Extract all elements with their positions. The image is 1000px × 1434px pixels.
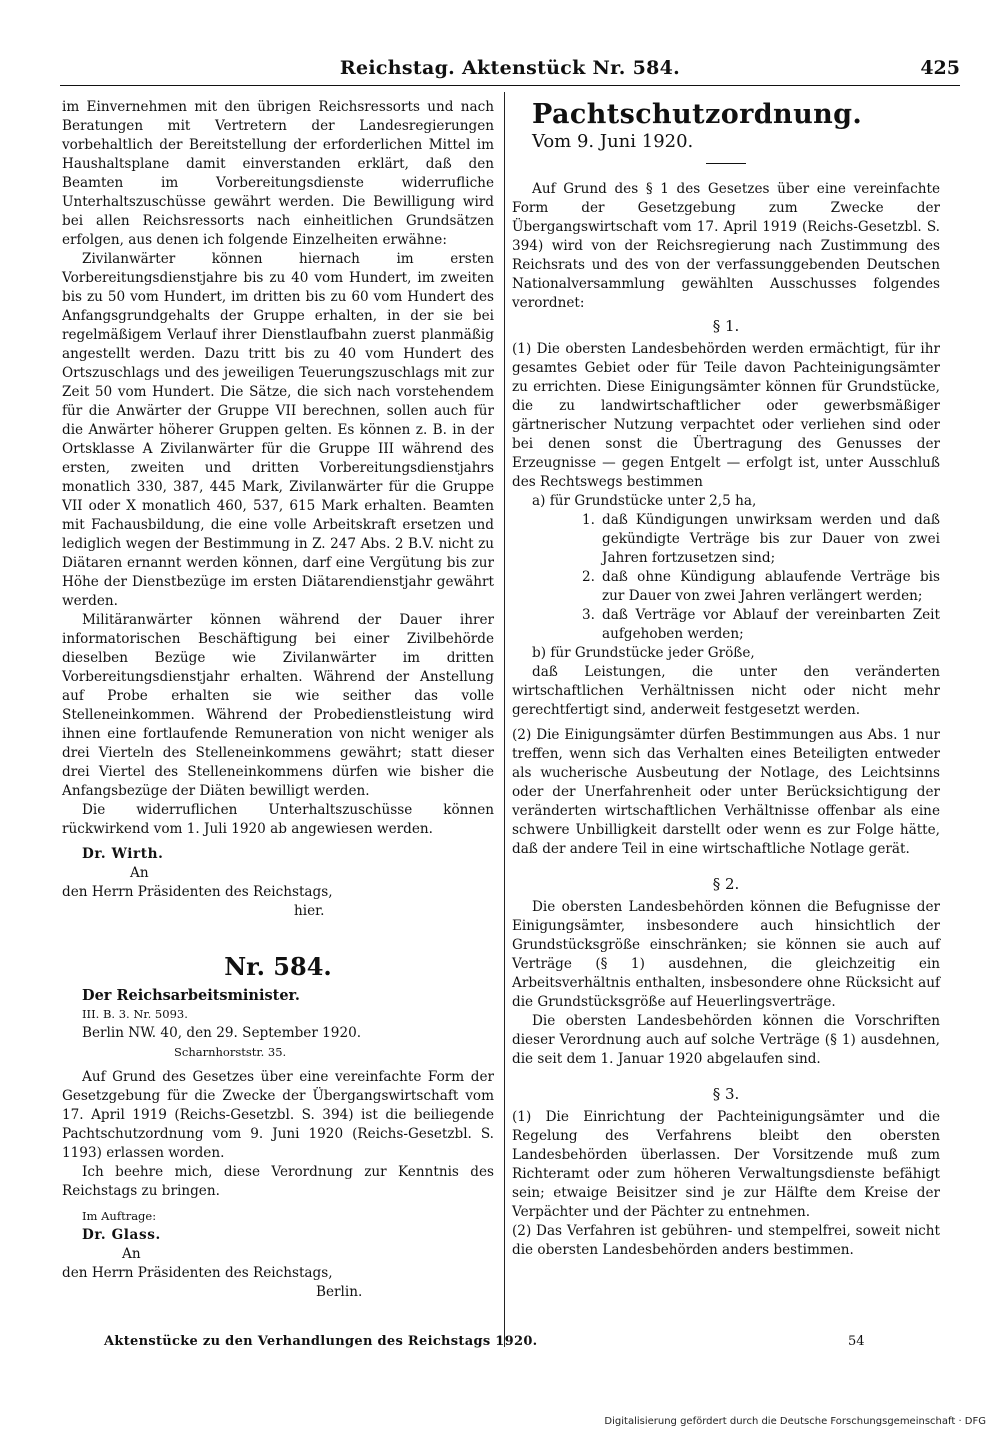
address-recipient: den Herrn Präsidenten des Reichstags,	[62, 884, 333, 900]
address-an-2: An	[122, 1246, 141, 1262]
section-3-heading: § 3.	[712, 1085, 740, 1103]
footer-series-title: Aktenstücke zu den Verhandlungen des Reichstags 1920.	[104, 1334, 538, 1349]
rueckwirkend-paragraph: Die widerruflichen Unterhaltszuschüsse können rückwirkend vom 1. Juli 1920 ab angewiesen werden.	[62, 802, 494, 837]
place-date: Berlin NW. 40, den 29. September 1920.	[82, 1025, 362, 1041]
document-number-heading: Nr. 584.	[224, 952, 332, 981]
title-rule	[706, 163, 746, 164]
right-column	[512, 98, 940, 1260]
page-number: 425	[920, 57, 960, 79]
section-1-item-b-body: daß Leistungen, die unter den veränderten wirtschaftlichen Verhältnissen nicht oder nicht mehr gerechtfertigt sind, anderweit festgesetzt werden.	[512, 664, 940, 718]
militaeranwaerter-paragraph: Militäranwärter können während der Dauer ihrer informatorischen Beschäftigung bei einer Zivilbehörde dieselben Bezüge wie Zivilanwärter im dritten Vorbereitungsdienstjahr erhalten. Während der Anstellung auf Probe erhalten sie wie seither das volle Stelleneinkommen. Während der Probedienstleistung wird ihnen eine fortlaufende Remuneration von nicht weniger als drei Vierteln des Stelleneinkommens gewährt; statt dieser drei Viertel des Stelleneinkommens dürfen wie bisher die Anfangsbezüge der Diäten bewilligt werden.	[62, 612, 494, 799]
footer-sheet-number: 54	[848, 1334, 865, 1349]
column-divider	[504, 92, 505, 1347]
list-item: 1. daß Kündigungen unwirksam werden und daß gekündigte Verträge bis zur Dauer von zwei Jahren fortzusetzen sind;	[582, 512, 940, 566]
beehre-paragraph: Ich beehre mich, diese Verordnung zur Kenntnis des Reichstags zu bringen.	[62, 1164, 494, 1199]
auf-grund-paragraph: Auf Grund des Gesetzes über eine vereinfachte Form der Gesetzgebung für die Zwecke der Übergangswirtschaft vom 17. April 1919 (Reichs-Gesetzbl. S. 394) ist die beiliegende Pachtschutzordnung vom 9. Juni 1920 (Reichs-Gesetzbl. S. 1193) erlassen worden.	[62, 1069, 494, 1161]
section-1-paragraph-2: (2) Die Einigungsämter dürfen Bestimmungen aus Abs. 1 nur treffen, wenn sich das Verhalten eines Beteiligten entweder als wucherische Ausbeutung der Notlage, des Leichtsinns oder der Unerfahrenheit oder unter Berücksichtigung der veränderten wirtschaftlichen Verhältnisse offenbar als eine schwere Unbilligkeit darstellt oder wenn es zur Folge hätte, daß der andere Teil in eine wirtschaftliche Notlage gerät.	[512, 727, 940, 857]
section-1-item-a: a) für Grundstücke unter 2,5 ha,	[532, 493, 757, 509]
signature-wirth: Dr. Wirth.	[82, 846, 164, 862]
section-1-paragraph-1: (1) Die obersten Landesbehörden werden ermächtigt, für ihr gesamtes Gebiet oder für Teile davon Pachteinigungsämter zu errichten. Diese Einigungsämter können für Grundstücke, die zu landwirtschaftlicher oder gewerbsmäßiger gärtnerischer Nutzung verpachtet oder verliehen sind oder bei denen sonst die Übertragung des Genusses der Erzeugnisse — gegen Entgelt — erfolgt ist, unter Ausschluß des Rechtswegs bestimmen	[512, 341, 940, 490]
address-place-2: Berlin.	[316, 1284, 363, 1300]
address-place: hier.	[294, 903, 325, 919]
list-item: 3. daß Verträge vor Ablauf der vereinbarten Zeit aufgehoben werden;	[582, 607, 940, 642]
street-address: Scharnhorststr. 35.	[174, 1045, 287, 1059]
continuation-paragraph: im Einvernehmen mit den übrigen Reichsressorts und nach Beratungen mit Vertretern der Landesregierungen vorbehaltlich der Bereitstellung der erforderlichen Mittel im Haushaltsplane damit einverstanden erklärt, daß den Beamten im Vorbereitungsdienste widerrufliche Unterhaltszuschüsse gewährt werden. Die Bewilligung wird bei allen Reichsressorts nach einheitlichen Grundsätzen erfolgen, aus denen ich folgende Einzelheiten erwähne:	[62, 99, 494, 248]
left-column	[62, 98, 494, 1302]
zivilanwaerter-paragraph: Zivilanwärter können hiernach im ersten Vorbereitungsdienstjahre bis zu 40 vom Hundert, im zweiten bis zu 50 vom Hundert, im dritten bis zu 60 vom Hundert des Anfangsgrundgehalts der Gruppe erhalten, in der sie bei regelmäßigem Verlauf ihrer Dienstlaufbahn zuerst planmäßig angestellt werden. Dazu tritt bis zu 40 vom Hundert des Ortszuschlags und des jeweiligen Teuerungszuschlags mit zur Zeit 50 vom Hundert. Die Sätze, die sich nach vorstehendem für die Anwärter der Gruppe VII berechnen, sollen auch für die Anwärter höherer Gruppen gelten. Es können z. B. in der Ortsklasse A Zivilanwärter für die Gruppe III während des ersten, zweiten und dritten Vorbereitungsdienstjahrs monatlich 330, 387, 445 Mark, Zivilanwärter für die Gruppe VII oder X monatlich 460, 537, 615 Mark erhalten. Beamten mit Fachausbildung, die eine volle Arbeitskraft ersetzen und lediglich wegen der Bestimmung in Z. 247 Abs. 2 B.V. nicht zu Diätaren ernannt werden können, darf eine Vergütung bis zur Höhe der Dienstbezüge im ersten Diätarendienstjahr gewährt werden.	[62, 251, 494, 609]
list-item: 2. daß ohne Kündigung ablaufende Verträge bis zur Dauer von zwei Jahren verlängert werden;	[582, 569, 940, 604]
running-head	[60, 55, 960, 86]
address-an: An	[130, 865, 149, 881]
section-2-paragraph-1: Die obersten Landesbehörden können die Befugnisse der Einigungsämter, insbesondere auch hinsichtlich der Grundstücksgröße einschränken; sie können sie auch auf Verträge (§ 1) ausdehnen, die gleichzeitig ein Arbeitsverhältnis enthalten, insbesondere ohne Rücksicht auf die Grundstücksgröße auf Heuerlingsverträge.	[512, 899, 940, 1010]
digitization-credit: Digitalisierung gefördert durch die Deutsche Forschungsgemeinschaft · DFG	[604, 1416, 986, 1427]
preamble-paragraph: Auf Grund des § 1 des Gesetzes über eine vereinfachte Form der Gesetzgebung zum Zwecke der Übergangswirtschaft vom 17. April 1919 (Reichs-Gesetzbl. S. 394) wird von der Reichsregierung nach Zustimmung des Reichsrats und des von der verfassunggebenden Deutschen Nationalversammlung gewählten Ausschusses folgendes verordnet:	[512, 181, 940, 311]
im-auftrage: Im Auftrage:	[82, 1209, 157, 1223]
section-3-paragraph-2: (2) Das Verfahren ist gebühren- und stempelfrei, soweit nicht die obersten Landesbehörden anders bestimmen.	[512, 1223, 940, 1258]
signature-glass: Dr. Glass.	[82, 1227, 161, 1243]
ministry-name: Der Reichsarbeitsminister.	[82, 987, 300, 1004]
section-3-paragraph-1: (1) Die Einrichtung der Pachteinigungsämter und die Regelung des Verfahrens bleibt den obersten Landesbehörden überlassen. Der Vorsitzende muß zum Richteramt oder zum höheren Verwaltungsdienste befähigt sein; etwaige Beisitzer sind je zur Hälfte dem Kreise der Verpächter und der Pächter zu entnehmen.	[512, 1109, 940, 1220]
running-title: Reichstag. Aktenstück Nr. 584.	[339, 57, 681, 79]
law-date: Vom 9. Juni 1920.	[532, 131, 694, 152]
address-recipient-2: den Herrn Präsidenten des Reichstags,	[62, 1265, 333, 1281]
reference-number: III. B. 3. Nr. 5093.	[82, 1007, 188, 1021]
section-1-item-b: b) für Grundstücke jeder Größe,	[532, 645, 755, 661]
section-2-paragraph-2: Die obersten Landesbehörden können die Vorschriften dieser Verordnung auch auf solche Verträge (§ 1) ausdehnen, die seit dem 1. Januar 1920 abgelaufen sind.	[512, 1013, 940, 1067]
section-1-heading: § 1.	[712, 317, 740, 335]
section-2-heading: § 2.	[712, 875, 740, 893]
law-title: Pachtschutzordnung.	[532, 99, 863, 130]
